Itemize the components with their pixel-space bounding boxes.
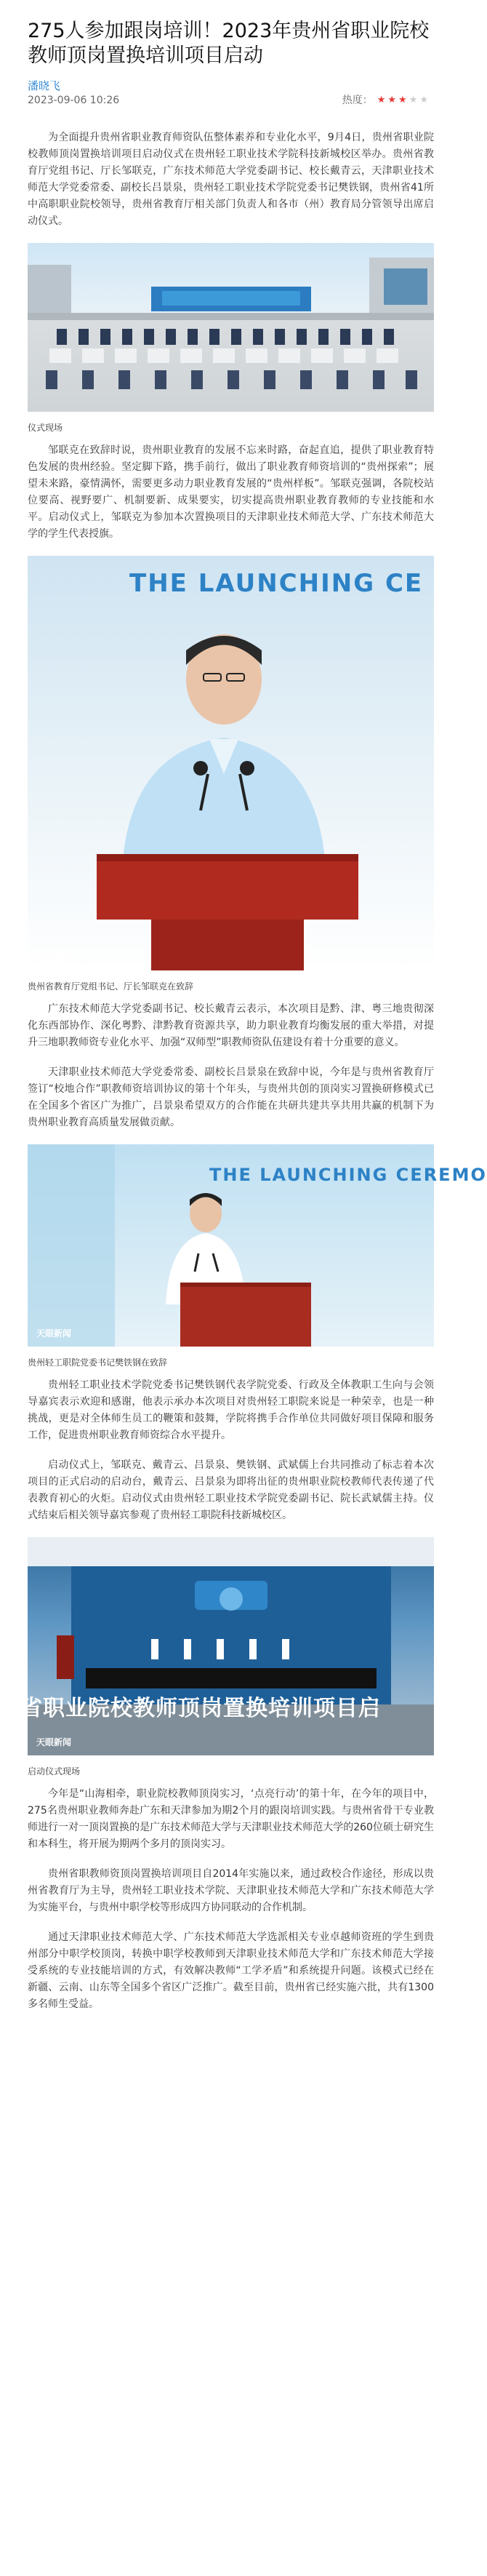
article-meta xyxy=(28,93,434,108)
paragraph: 启动仪式上，邹联克、戴青云、吕景泉、樊铁钢、武斌儒上台共同推动了标志着本次项目的正式启动的启动台，戴青云、吕景泉为即将出征的贵州职业院校教师代表传递了代表教育初心的火炬。启动仪式由贵州轻工职业技术学院党委副书记、院长武斌儒主持。仪式结束后相关领导嘉宾参观了贵州轻工职院科技新城校区。 xyxy=(28,1459,434,1521)
photo-caption: 贵州省教育厅党组书记、厅长邹联克在致辞 xyxy=(28,981,194,992)
paragraph: 为全面提升贵州省职业教育师资队伍整体素养和专业化水平，9月4日，贵州省职业院校教师顶岗置换培训项目启动仪式在贵州轻工职业技术学院科技新城校区举办。贵州省教育厅党组书记、厅长邹联克，广东技术师范大学党委副书记、校长戴青云，天津职业技术师范大学党委常委、副校长吕景泉，贵州轻工职业技术学院党委书记樊铁钢，贵州省41所中高职职业院校领导，贵州省教育厅相关部门负责人和各市（州）教育局分管领导出席启动仪式。 xyxy=(28,132,434,227)
photo-figure xyxy=(28,556,434,992)
author-name[interactable]: 潘晓飞 xyxy=(28,79,61,92)
star-filled-icon: ★ xyxy=(398,95,407,105)
heat-stars xyxy=(377,95,428,105)
photo-figure xyxy=(28,1144,487,1368)
star-empty-icon: ★ xyxy=(419,95,428,105)
banner-text: THE LAUNCHING CEREMO xyxy=(209,1165,487,1185)
photo-caption: 贵州轻工职院党委书记樊铁钢在致辞 xyxy=(28,1357,168,1368)
photo-watermark: 天眼新闻 xyxy=(36,1328,72,1339)
star-filled-icon: ★ xyxy=(377,95,386,105)
paragraph: 广东技术师范大学党委副书记、校长戴青云表示，本次项目是黔、津、粤三地贵彻深化东西部协作、深化粤黔、津黔教育资源共享，助力职业教育均衡发展的重大举措，对提升三地职教师资专业化水平、加强“双师型”职教师资队伍建设有着十分重要的意义。 xyxy=(28,1003,434,1048)
photo-watermark: 天眼新闻 xyxy=(36,952,72,962)
photo-figure xyxy=(28,243,434,434)
photo-watermark: 天眼新闻 xyxy=(36,1737,72,1747)
speaker-illustration xyxy=(28,556,434,970)
ceremony-scene-illustration xyxy=(28,243,434,412)
paragraph: 天津职业技术师范大学党委常委、副校长吕景泉在致辞中说，今年是与贵州省教育厅签订“校地合作”职教师资培训协议的第十个年头，与贵州共创的顶岗实习置换研修模式已在全国多个省区广为推广，吕景泉希望双方的合作能在共研共建共享共用共赢的机制下为贵州职业教育高质量发展做贡献。 xyxy=(28,1066,434,1128)
paragraph: 贵州轻工职业技术学院党委书记樊铁钢代表学院党委、行政及全体教职工生向与会领导嘉宾表示欢迎和感谢，他表示承办本次项目对贵州轻工职院来说是一种荣幸，也是一种挑战，更是对全体师生员工的鞭策和鼓舞，学院将携手合作单位共同做好项目保障和服务工作，促进贵州职业教育师资综合水平提升。 xyxy=(28,1379,434,1441)
paragraph: 今年是“山海相牵，职业院校教师顶岗实习，‘点亮行动’的第十年，在今年的项目中，275名贵州职业教师奔赴广东和天津参加为期2个月的跟岗培训实践。与贵州省骨干专业教师进行一对一顶岗置换的是广东技术师范大学与天津职业技术师范大学的260位硕士研究生和本科生，将开展为期两个多月的顶岗实习。 xyxy=(28,1788,434,1850)
stage-photo[interactable] xyxy=(20,1537,434,1755)
stage-illustration xyxy=(28,1537,434,1755)
photo-figure xyxy=(20,1537,434,1777)
heat-label: 热度： xyxy=(342,95,373,106)
star-empty-icon: ★ xyxy=(408,95,418,105)
paragraph: 通过天津职业技术师范大学、广东技术师范大学选派相关专业卓越师资班的学生到贵州部分中职学校顶岗，转换中职学校教师到天津职业技术师范大学和广东技术师范大学接受系统的专业技能培训的方式，有效解决教师“工学矛盾”和系统提升问题。该模式已经在新疆、云南、山东等全国多个省区广泛推广。截至目前，贵州省已经实施六批，共有1300多名师生受益。 xyxy=(28,1931,434,2010)
banner-text: 省职业院校教师顶岗置换培训项目启 xyxy=(20,1696,381,1721)
photo-caption: 仪式现场 xyxy=(28,423,63,433)
speaker-photo[interactable] xyxy=(28,556,434,970)
paragraph: 邹联克在致辞时说，贵州职业教育的发展不忘来时路，奋起直追，提供了职业教育特色发展的贵州经验。坚定脚下路，携手前行，做出了职业教育师资培训的“贵州探索”；展望未来路，豪情满怀，需要更多动力职业教育发展的“贵州样板”。邹联克强调，各院校站位要高、视野要广、机制要新、成果要实，切实提高贵州职业教育教师的专业技能和水平。启动仪式上，邹联克为参加本次置换项目的天津职业技术师范大学、广东技术师范大学的学生代表授旗。 xyxy=(28,444,434,540)
speaker-photo[interactable] xyxy=(28,1144,487,1347)
star-filled-icon: ★ xyxy=(387,95,397,105)
publish-datetime: 2023-09-06 10:26 xyxy=(28,95,120,106)
photo-caption: 启动仪式现场 xyxy=(28,1766,81,1777)
ceremony-photo[interactable] xyxy=(28,243,434,412)
paragraph: 贵州省职教师资顶岗置换培训项目自2014年实施以来，通过政校合作途径，形成以贵州省教育厅为主导，贵州轻工职业技术学院、天津职业技术师范大学和广东技术师范大学为实施平台，与贵州中职学校等形成四方协同联动的合作机制。 xyxy=(28,1868,434,1913)
banner-text: THE LAUNCHING CE xyxy=(129,569,424,598)
speaker-illustration xyxy=(28,1144,434,1347)
heat-rating xyxy=(342,93,428,108)
article-title: 275人参加跟岗培训！2023年贵州省职业院校教师顶岗置换培训项目启动 xyxy=(28,20,430,67)
